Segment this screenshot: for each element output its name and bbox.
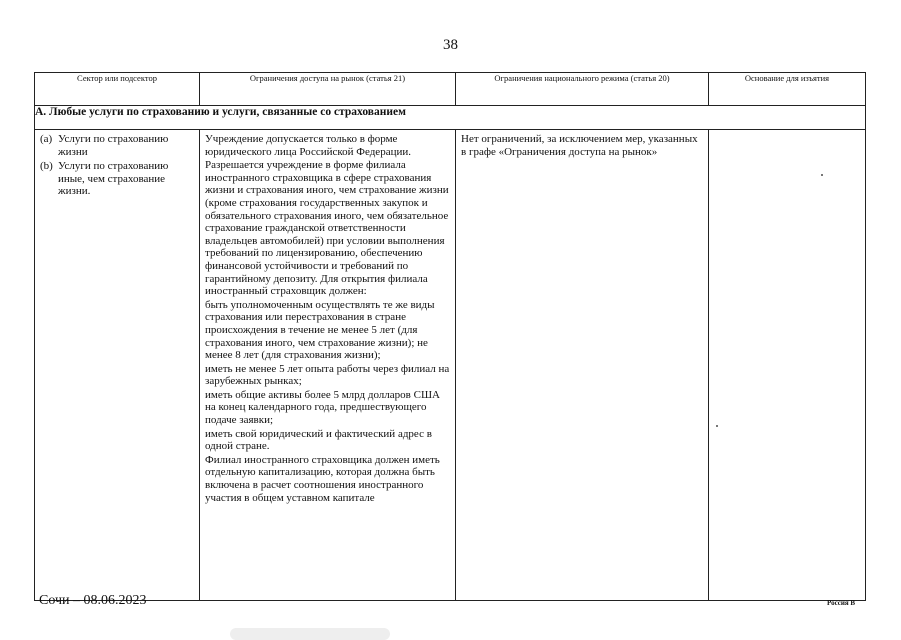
footer-place-date: Сочи – 08.06.2023 (39, 593, 147, 608)
market-access-paragraph: иметь общие активы более 5 млрд долларов США на конец календарного года, предшествующего подаче заявки; (205, 388, 440, 427)
page-number: 38 (443, 37, 458, 53)
market-access-paragraph: Учреждение допускается только в форме юридического лица Российской Федерации. (205, 133, 411, 158)
market-access-paragraph: иметь не менее 5 лет опыта работы через филиал на зарубежных рынках; (205, 362, 450, 388)
sector-cell (35, 130, 200, 601)
market-access-cell (200, 130, 456, 601)
content-row (35, 130, 866, 601)
sector-item (40, 133, 195, 158)
market-access-paragraph: Разрешается учреждение в форме филиала иностранного страховщика в сфере страхования жизни и страхования иного, чем страхование жизни (кроме страхования государственных закупок и обязательного страхования иного, чем обязательное страхование гражданской ответственности владельцев автомобилей) при условии выполнения требований по лицензированию, обеспечению финансовой устойчивости и требований по гарантийному депозиту. Для открытия филиала иностранный страховщик должен: (205, 159, 449, 298)
section-title: A. Любые услуги по страхованию и услуги, связанные со страхованием (35, 106, 866, 130)
header-national-treatment: Ограничения национального режима (статья 20) (456, 73, 709, 106)
market-access-paragraph: Филиал иностранного страховщика должен иметь отдельную капитализацию, которая должна быть включена в расчет соотношения иностранного участия в общем уставном капитале (205, 453, 440, 504)
national-treatment-cell (456, 130, 709, 601)
market-access-paragraph: иметь свой юридический и фактический адрес в одной стране. (205, 427, 432, 453)
section-row (35, 106, 866, 130)
commitments-table (34, 72, 866, 601)
header-sector: Сектор или подсектор (35, 73, 200, 106)
header-market-access: Ограничения доступа на рынок (статья 21) (200, 73, 456, 106)
sector-item-text: Услуги по страхованию иные, чем страхование жизни. (58, 160, 169, 198)
reason-cell (709, 130, 866, 601)
header-row (35, 73, 866, 106)
sector-item-mark: (a) (40, 133, 53, 145)
sector-item (40, 160, 195, 198)
market-access-paragraph: быть уполномоченным осуществлять те же виды страхования или перестрахования в стране происхождения в течение не менее 5 лет (для страхования иного, чем страхование жизни); не менее 8 лет (для страхования жизни); (205, 298, 435, 362)
header-reason: Основание для изъятия (709, 73, 866, 106)
national-treatment-text: Нет ограничений, за исключением мер, указанных в графе «Ограничения доступа на рынок» (461, 133, 698, 158)
footer-party: Россия В (827, 599, 856, 607)
scan-speck (716, 425, 718, 427)
sector-item-text: Услуги по страхованию жизни (58, 133, 169, 158)
scan-smudge (230, 628, 390, 640)
scan-speck (821, 174, 823, 176)
sector-item-mark: (b) (40, 160, 53, 173)
